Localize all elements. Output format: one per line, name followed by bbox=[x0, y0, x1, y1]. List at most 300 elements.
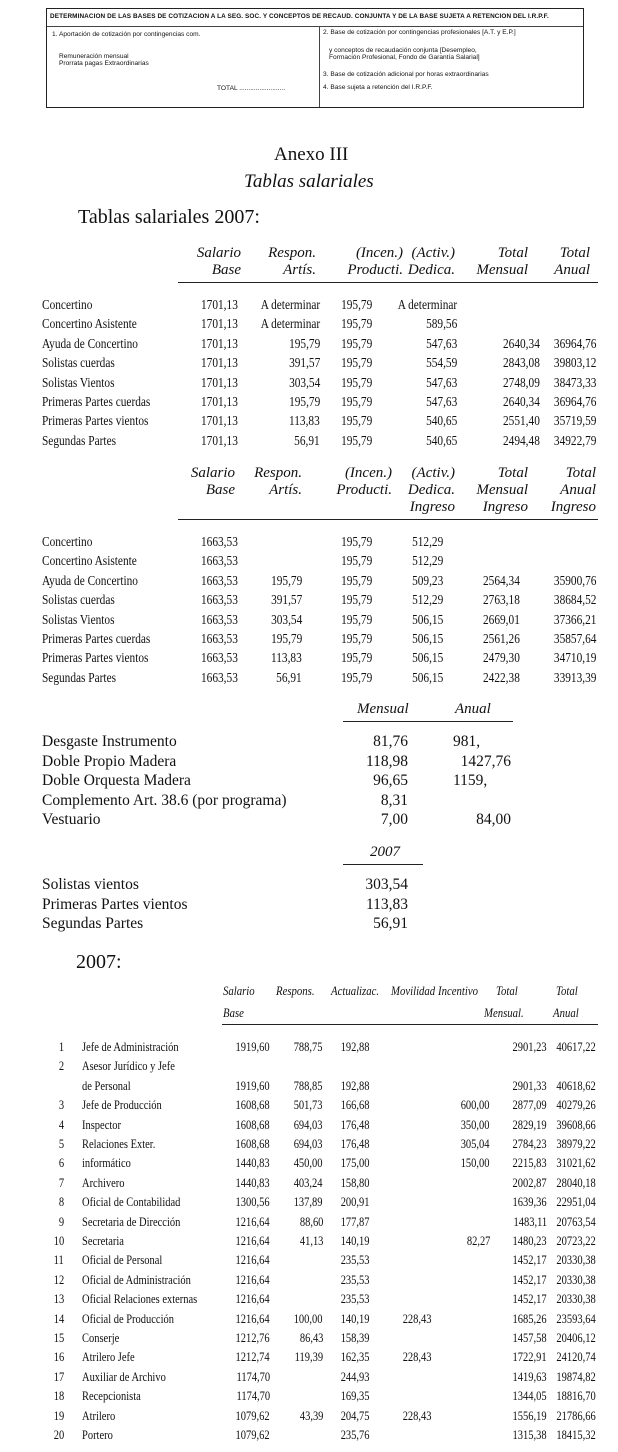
table3-anual: 981, bbox=[453, 733, 481, 750]
table5-row-label: Atrilero Jefe bbox=[82, 1350, 135, 1365]
table2-row-label: Primeras Partes vientos bbox=[42, 650, 149, 666]
table5-header-5-1: Mensual. bbox=[484, 1006, 524, 1020]
table2-header-rule bbox=[178, 519, 598, 520]
table1-cell: 1701,13 bbox=[201, 394, 238, 409]
table5-row-label: Oficial de Producción bbox=[82, 1311, 174, 1326]
form-left-1: 1. Aportación de cotización por contingencias com. bbox=[52, 31, 201, 38]
table2-cell: 195,79 bbox=[340, 534, 372, 549]
table2-header-1-0: Respon. bbox=[254, 465, 302, 481]
table5-row-label: Inspector bbox=[82, 1117, 122, 1132]
table5-row-label: Jefe de Administración bbox=[82, 1040, 179, 1054]
table5-cell: 1722,91 bbox=[512, 1350, 547, 1365]
table5-row-label: Conserje bbox=[82, 1331, 120, 1345]
table3-mensual: 7,00 bbox=[380, 811, 408, 828]
table1-cell: 1701,13 bbox=[201, 355, 238, 371]
table5-cell: 228,43 bbox=[403, 1350, 432, 1365]
table1-cell: 36964,76 bbox=[553, 335, 596, 351]
table1-header-0-0: Salario bbox=[196, 245, 241, 261]
table5-cell: 235,53 bbox=[341, 1292, 370, 1307]
table1-cell: A determinar bbox=[260, 297, 320, 312]
table5-cell: 150,00 bbox=[461, 1156, 490, 1171]
table5-row-label: Atrilero bbox=[82, 1408, 116, 1423]
table5-cell: 140,19 bbox=[341, 1311, 370, 1326]
table5-row-label: Auxiliar de Archivo bbox=[82, 1369, 166, 1384]
annex-subtitle: Tablas salariales bbox=[244, 171, 374, 192]
table2-cell: 195,79 bbox=[340, 572, 372, 588]
table2-cell: 1663,53 bbox=[201, 534, 238, 549]
table1-cell: 589,56 bbox=[425, 316, 457, 332]
table3-mensual: 8,31 bbox=[380, 791, 408, 809]
table5-cell: 1452,17 bbox=[512, 1253, 547, 1268]
table2-cell: 2479,30 bbox=[483, 650, 520, 666]
table1-cell: 540,65 bbox=[425, 413, 457, 429]
section-title: Tablas salariales 2007: bbox=[78, 206, 260, 228]
table5-cell: 140,19 bbox=[341, 1234, 370, 1248]
table5-cell: 228,43 bbox=[403, 1311, 432, 1326]
table2-cell: 2669,01 bbox=[483, 611, 520, 627]
table5-row-number: 1 bbox=[58, 1040, 64, 1054]
table5-cell: 20330,38 bbox=[556, 1272, 596, 1287]
table2-cell: 1663,53 bbox=[201, 592, 238, 608]
table5-row-number: 3 bbox=[58, 1098, 64, 1113]
form-right-2: y conceptos de recaudación conjunta [Desempleo, bbox=[329, 47, 477, 54]
table2-row-label: Ayuda de Concertino bbox=[42, 572, 138, 588]
table5-cell: 1216,64 bbox=[235, 1272, 270, 1287]
table5-row-label: Jefe de Producción bbox=[82, 1098, 162, 1113]
table5-row-label: Portero bbox=[82, 1428, 113, 1442]
table1-cell: 195,79 bbox=[340, 316, 372, 332]
table5-row-number: 9 bbox=[58, 1214, 64, 1229]
table2-cell: 2564,34 bbox=[483, 572, 520, 588]
table5-cell: 600,00 bbox=[461, 1098, 490, 1113]
table2-row-label: Solistas Vientos bbox=[42, 611, 115, 627]
form-right-5: 4. Base sujeta a retención del I.R.P.F. bbox=[323, 84, 433, 91]
table5-row-label: Recepcionista bbox=[82, 1389, 141, 1404]
table5-cell: 1315,38 bbox=[512, 1428, 547, 1442]
table2-cell: 35857,64 bbox=[553, 631, 596, 646]
table5-cell: 1344,05 bbox=[512, 1389, 547, 1404]
form-left-3: Prorrata pagas Extraordinarias bbox=[59, 60, 149, 67]
table1-cell: 1701,13 bbox=[201, 316, 238, 332]
table5-cell: 228,43 bbox=[403, 1408, 432, 1423]
table1-header-0-1: Base bbox=[211, 262, 241, 278]
table5-cell: 2829,19 bbox=[512, 1117, 547, 1132]
table5-cell: 450,00 bbox=[294, 1156, 323, 1171]
table5-cell: 204,75 bbox=[341, 1408, 370, 1423]
table4-header: 2007 bbox=[370, 844, 400, 860]
table5-header-6-1: Anual bbox=[553, 1006, 579, 1020]
table5-row-label: Oficial de Contabilidad bbox=[82, 1195, 181, 1210]
table3-mensual: 96,65 bbox=[373, 772, 408, 789]
table2-cell: 195,79 bbox=[270, 572, 302, 588]
table3-row-label: Doble Propio Madera bbox=[42, 752, 177, 770]
table5-cell: 22951,04 bbox=[556, 1195, 596, 1210]
table5-cell: 2215,83 bbox=[512, 1156, 547, 1171]
table5-header-2-0: Actualizac. bbox=[331, 984, 380, 998]
table1-cell: 2551,40 bbox=[503, 413, 540, 429]
table5-row-label: Secretaria bbox=[82, 1234, 124, 1248]
form-divider bbox=[47, 26, 583, 27]
table4-row-label: Segundas Partes bbox=[42, 915, 144, 932]
table1-cell: 2494,48 bbox=[503, 432, 540, 448]
table5-cell: 41,13 bbox=[299, 1234, 323, 1248]
table5-cell: 788,85 bbox=[294, 1078, 323, 1093]
table2-cell: 512,29 bbox=[411, 592, 443, 608]
table5-cell: 137,89 bbox=[294, 1195, 323, 1210]
table5-cell: 100,00 bbox=[294, 1311, 323, 1326]
table5-row-number: 20 bbox=[53, 1428, 64, 1442]
table2-cell: 1663,53 bbox=[201, 669, 238, 685]
table5-cell: 28040,18 bbox=[556, 1175, 596, 1190]
table5-row-label-cont: de Personal bbox=[82, 1078, 131, 1093]
table1-header-4-0: Total bbox=[497, 245, 528, 261]
table5-cell: 39608,66 bbox=[556, 1117, 596, 1132]
cotizacion-form-box bbox=[46, 8, 584, 108]
table2-header-0-0: Salario bbox=[190, 465, 235, 481]
table1-cell: 1701,13 bbox=[201, 335, 238, 351]
table5-cell: 176,48 bbox=[341, 1117, 370, 1132]
table1-cell: 554,59 bbox=[425, 355, 457, 371]
table5-header-1-0: Respons. bbox=[276, 984, 315, 998]
table5-header-6-0: Total bbox=[556, 984, 578, 998]
table5-cell: 38979,22 bbox=[556, 1137, 596, 1151]
table5-cell: 43,39 bbox=[299, 1408, 323, 1423]
table2-cell: 2422,38 bbox=[483, 669, 520, 685]
table5-cell: 20723,22 bbox=[556, 1234, 596, 1248]
form-right-1: 2. Base de cotización por contingencias profesionales [A.T. y E.P.] bbox=[323, 29, 516, 36]
annex-title: Anexo III bbox=[274, 144, 349, 165]
table5-cell: 192,88 bbox=[341, 1040, 370, 1054]
table5-cell: 1457,58 bbox=[512, 1331, 547, 1345]
table5-cell: 40279,26 bbox=[556, 1098, 596, 1113]
table5-cell: 20330,38 bbox=[556, 1253, 596, 1268]
table1-row-label: Primeras Partes vientos bbox=[42, 413, 149, 429]
table5-cell: 21786,66 bbox=[556, 1408, 596, 1423]
table1-cell: A determinar bbox=[397, 297, 457, 312]
table5-header-0-0: Salario bbox=[223, 984, 255, 998]
table1-header-5-0: Total bbox=[559, 245, 590, 261]
table2-header-2-1: Producti. bbox=[336, 482, 392, 498]
table2-header-5-2: Ingreso bbox=[550, 499, 596, 515]
table5-header-3-0: Movilidad bbox=[391, 984, 436, 998]
table5-cell: 1483,11 bbox=[513, 1214, 547, 1229]
table2-header-5-0: Total bbox=[565, 465, 596, 481]
table1-cell: 1701,13 bbox=[201, 374, 238, 390]
table4-header-rule bbox=[343, 864, 423, 865]
table5-row-number: 19 bbox=[53, 1408, 64, 1423]
table2-cell: 56,91 bbox=[276, 669, 302, 685]
table2-cell: 2763,18 bbox=[483, 592, 520, 608]
table5-cell: 2784,23 bbox=[512, 1137, 547, 1151]
table3-anual: 1159, bbox=[453, 772, 488, 789]
table2-cell: 512,29 bbox=[411, 534, 443, 549]
table2-cell: 113,83 bbox=[271, 650, 302, 666]
form-left-2: Remuneración mensual bbox=[59, 53, 129, 60]
table2-header-3-0: (Activ.) bbox=[411, 465, 455, 481]
table5-cell: 1919,60 bbox=[235, 1078, 270, 1093]
table2-cell: 195,79 bbox=[340, 631, 372, 646]
table5-row-label: Relaciones Exter. bbox=[82, 1137, 156, 1151]
table4-value: 303,54 bbox=[365, 876, 408, 893]
table1-header-3-1: Dedica. bbox=[407, 262, 455, 278]
table5-cell: 176,48 bbox=[341, 1137, 370, 1151]
table1-cell: 391,57 bbox=[288, 355, 320, 371]
table2-header-4-0: Total bbox=[497, 465, 528, 481]
table1-cell: 2843,08 bbox=[503, 355, 540, 371]
table5-cell: 88,60 bbox=[299, 1214, 323, 1229]
table5-header-4-0: Incentivo bbox=[438, 984, 479, 998]
table5-row-label: informático bbox=[82, 1156, 131, 1171]
table3-mensual: 81,76 bbox=[373, 733, 408, 750]
table1-cell: 195,79 bbox=[340, 394, 372, 409]
table5-cell: 1608,68 bbox=[235, 1137, 270, 1151]
table1-header-3-0: (Activ.) bbox=[411, 245, 455, 261]
table5-cell: 235,76 bbox=[341, 1428, 370, 1442]
table5-cell: 1639,36 bbox=[512, 1195, 547, 1210]
table2-header-4-1: Mensual bbox=[476, 482, 528, 498]
table3-anual: 1427,76 bbox=[460, 752, 511, 770]
table1-cell: 195,79 bbox=[340, 432, 372, 448]
table5-cell: 166,68 bbox=[341, 1098, 370, 1113]
table5-cell: 1452,17 bbox=[512, 1292, 547, 1307]
table5-cell: 1216,64 bbox=[235, 1292, 270, 1307]
table1-cell: 195,79 bbox=[340, 335, 372, 351]
table5-row-number: 5 bbox=[58, 1137, 64, 1151]
table1-cell: 2640,34 bbox=[503, 335, 540, 351]
table1-row-label: Primeras Partes cuerdas bbox=[42, 394, 151, 409]
table5-cell: 235,53 bbox=[341, 1272, 370, 1287]
table5-cell: 2901,23 bbox=[512, 1040, 547, 1054]
table1-cell: 2748,09 bbox=[503, 374, 540, 390]
table5-cell: 2002,87 bbox=[512, 1175, 547, 1190]
table1-cell: 540,65 bbox=[425, 432, 457, 448]
table1-cell: 195,79 bbox=[340, 355, 372, 371]
table5-row-number: 7 bbox=[58, 1175, 64, 1190]
table5-cell: 23593,64 bbox=[556, 1311, 596, 1326]
table5-cell: 235,53 bbox=[341, 1253, 370, 1268]
table5-row-number: 13 bbox=[53, 1292, 64, 1307]
table3-mensual: 118,98 bbox=[365, 752, 408, 770]
table1-cell: 547,63 bbox=[425, 335, 457, 351]
table5-cell: 169,35 bbox=[341, 1389, 370, 1404]
table2-cell: 2561,26 bbox=[483, 631, 520, 646]
table3-row-label: Desgaste Instrumento bbox=[42, 733, 177, 750]
table4-row-label: Solistas vientos bbox=[42, 876, 139, 893]
table5-cell: 1174,70 bbox=[236, 1369, 270, 1384]
form-column-divider bbox=[319, 26, 320, 107]
table4-value: 56,91 bbox=[373, 915, 408, 932]
table5-cell: 2901,33 bbox=[512, 1078, 547, 1093]
table3-header-anual: Anual bbox=[455, 701, 491, 717]
table1-cell: 195,79 bbox=[340, 413, 372, 429]
table5-cell: 1174,70 bbox=[236, 1389, 270, 1404]
table5-cell: 18415,32 bbox=[556, 1428, 596, 1442]
table2-header-2-0: (Incen.) bbox=[344, 465, 392, 481]
table5-row-label: Oficial de Administración bbox=[82, 1272, 191, 1287]
table2-cell: 1663,53 bbox=[201, 650, 238, 666]
table5-row-label: Oficial de Personal bbox=[82, 1253, 163, 1268]
table2-cell: 1663,53 bbox=[201, 611, 238, 627]
table3-row-label: Doble Orquesta Madera bbox=[42, 772, 191, 789]
table5-cell: 1212,74 bbox=[235, 1350, 270, 1365]
table5-header-rule bbox=[222, 1024, 598, 1025]
table3-anual: 84,00 bbox=[476, 811, 511, 828]
table1-header-2-1: Producti. bbox=[347, 262, 403, 278]
table5-cell: 1419,63 bbox=[512, 1369, 547, 1384]
table1-cell: 547,63 bbox=[425, 394, 457, 409]
table5-cell: 31021,62 bbox=[556, 1156, 596, 1171]
table2-cell: 391,57 bbox=[270, 592, 302, 608]
table5-cell: 20406,12 bbox=[556, 1331, 596, 1345]
table1-header-1-1: Artís. bbox=[283, 262, 316, 278]
table5-row-label: Secretaria de Dirección bbox=[82, 1214, 181, 1229]
table5-cell: 20763,54 bbox=[556, 1214, 596, 1229]
table5-cell: 1079,62 bbox=[235, 1428, 270, 1442]
table5-row-number: 6 bbox=[58, 1156, 64, 1171]
table1-header-1-0: Respon. bbox=[268, 245, 316, 261]
table5-row-label: Asesor Jurídico y Jefe bbox=[82, 1059, 175, 1074]
table5-cell: 1216,64 bbox=[235, 1234, 270, 1248]
table2-cell: 35900,76 bbox=[553, 572, 596, 588]
table5-cell: 1608,68 bbox=[235, 1117, 270, 1132]
table2-cell: 506,15 bbox=[411, 669, 443, 685]
table2-cell: 509,23 bbox=[411, 572, 443, 588]
table5-cell: 158,39 bbox=[341, 1331, 370, 1345]
table5-cell: 24120,74 bbox=[556, 1350, 596, 1365]
table1-cell: 1701,13 bbox=[201, 432, 238, 448]
table5-header-5-0: Total bbox=[496, 984, 518, 998]
table5-cell: 192,88 bbox=[341, 1078, 370, 1093]
table1-cell: 56,91 bbox=[294, 432, 320, 448]
table2-cell: 1663,53 bbox=[201, 631, 238, 646]
table1-row-label: Concertino Asistente bbox=[42, 316, 137, 332]
table1-cell: 195,79 bbox=[288, 335, 320, 351]
table5-row-number: 16 bbox=[53, 1350, 64, 1365]
table1-header-4-1: Mensual bbox=[476, 262, 528, 278]
table2-cell: 1663,53 bbox=[201, 553, 238, 569]
table2-cell: 506,15 bbox=[411, 650, 443, 666]
table2-cell: 38684,52 bbox=[553, 592, 596, 608]
table5-cell: 200,91 bbox=[341, 1195, 370, 1210]
form-right-4: 3. Base de cotización adicional por horas extraordinarias bbox=[323, 71, 489, 78]
table5-cell: 119,39 bbox=[294, 1350, 323, 1365]
table5-cell: 1216,64 bbox=[235, 1214, 270, 1229]
table2-cell: 195,79 bbox=[270, 631, 302, 646]
table2-cell: 512,29 bbox=[411, 553, 443, 569]
table1-cell: 195,79 bbox=[340, 297, 372, 312]
table2-row-label: Segundas Partes bbox=[42, 669, 117, 685]
table5-cell: 158,80 bbox=[341, 1175, 370, 1190]
table1-cell: 39803,12 bbox=[553, 355, 596, 371]
table5-row-number: 8 bbox=[58, 1195, 64, 1210]
table5-row-label: Oficial Relaciones externas bbox=[82, 1292, 198, 1307]
table4-value: 113,83 bbox=[365, 895, 408, 913]
table2-header-1-1: Artís. bbox=[269, 482, 302, 498]
table1-row-label: Solistas cuerdas bbox=[42, 355, 115, 371]
table2-header-5-1: Anual bbox=[560, 482, 596, 498]
table2-row-label: Concertino bbox=[42, 534, 93, 549]
table5-cell: 244,93 bbox=[341, 1369, 370, 1384]
table2-cell: 195,79 bbox=[340, 592, 372, 608]
table5-row-number: 15 bbox=[53, 1331, 64, 1345]
table2-row-label: Primeras Partes cuerdas bbox=[42, 631, 151, 646]
table1-cell: 547,63 bbox=[425, 374, 457, 390]
table1-cell: 195,79 bbox=[288, 394, 320, 409]
table1-cell: 38473,33 bbox=[553, 374, 596, 390]
table5-cell: 20330,38 bbox=[556, 1292, 596, 1307]
table1-cell: 303,54 bbox=[288, 374, 320, 390]
table1-row-label: Concertino bbox=[42, 297, 93, 312]
table1-row-label: Solistas Vientos bbox=[42, 374, 115, 390]
table2-header-3-2: Ingreso bbox=[409, 499, 455, 515]
table5-row-number: 4 bbox=[58, 1117, 64, 1132]
table1-cell: 195,79 bbox=[340, 374, 372, 390]
table5-cell: 305,04 bbox=[461, 1137, 490, 1151]
table2-header-4-2: Ingreso bbox=[482, 499, 528, 515]
table5-cell: 2877,09 bbox=[512, 1098, 547, 1113]
table1-cell: 36964,76 bbox=[553, 394, 596, 409]
form-total: TOTAL ......................... bbox=[217, 85, 286, 92]
table2-cell: 195,79 bbox=[340, 553, 372, 569]
table5-cell: 177,87 bbox=[341, 1214, 370, 1229]
table5-cell: 1440,83 bbox=[235, 1175, 270, 1190]
table1-cell: 1701,13 bbox=[201, 297, 238, 312]
table5-cell: 1452,17 bbox=[512, 1272, 547, 1287]
table5-cell: 501,73 bbox=[294, 1098, 323, 1113]
table5-cell: 82,27 bbox=[466, 1234, 490, 1248]
table5-cell: 403,24 bbox=[294, 1175, 323, 1190]
table5-cell: 1216,64 bbox=[235, 1311, 270, 1326]
table1-cell: A determinar bbox=[260, 316, 320, 332]
table2-cell: 34710,19 bbox=[553, 650, 596, 666]
table5-cell: 1079,62 bbox=[235, 1408, 270, 1423]
table5-row-number: 11 bbox=[53, 1253, 64, 1268]
table5-cell: 1440,83 bbox=[235, 1156, 270, 1171]
table4-row-label: Primeras Partes vientos bbox=[42, 895, 188, 913]
table5-cell: 1608,68 bbox=[235, 1098, 270, 1113]
table5-cell: 1212,76 bbox=[235, 1331, 270, 1345]
table2-cell: 303,54 bbox=[270, 611, 302, 627]
table5-cell: 1300,56 bbox=[235, 1195, 270, 1210]
table1-header-5-1: Anual bbox=[554, 262, 590, 278]
table5-cell: 694,03 bbox=[294, 1137, 323, 1151]
table5-cell: 86,43 bbox=[299, 1331, 323, 1345]
table5-cell: 350,00 bbox=[461, 1117, 490, 1132]
table2-cell: 195,79 bbox=[340, 611, 372, 627]
table1-row-label: Segundas Partes bbox=[42, 432, 117, 448]
table5-row-label: Archivero bbox=[82, 1175, 125, 1190]
table2-cell: 195,79 bbox=[340, 650, 372, 666]
table5-cell: 175,00 bbox=[341, 1156, 370, 1171]
table5-cell: 694,03 bbox=[294, 1117, 323, 1132]
table1-header-2-0: (Incen.) bbox=[355, 245, 403, 261]
table2-cell: 33913,39 bbox=[553, 669, 596, 685]
table5-row-number: 17 bbox=[53, 1369, 64, 1384]
table5-cell: 1480,23 bbox=[512, 1234, 547, 1248]
table5-cell: 19874,82 bbox=[556, 1369, 596, 1384]
table2-cell: 506,15 bbox=[411, 631, 443, 646]
table2-cell: 37366,21 bbox=[553, 611, 596, 627]
table5-cell: 18816,70 bbox=[556, 1389, 596, 1404]
table1-cell: 2640,34 bbox=[503, 394, 540, 409]
table1-cell: 1701,13 bbox=[201, 413, 238, 429]
form-right-3: Formación Profesional, Fondo de Garantía Salarial] bbox=[329, 54, 480, 61]
table2-cell: 1663,53 bbox=[201, 572, 238, 588]
table5-cell: 788,75 bbox=[294, 1040, 323, 1054]
table2-header-3-1: Dedica. bbox=[407, 482, 455, 498]
table5-cell: 1919,60 bbox=[235, 1040, 270, 1054]
table5-cell: 40618,62 bbox=[556, 1078, 596, 1093]
